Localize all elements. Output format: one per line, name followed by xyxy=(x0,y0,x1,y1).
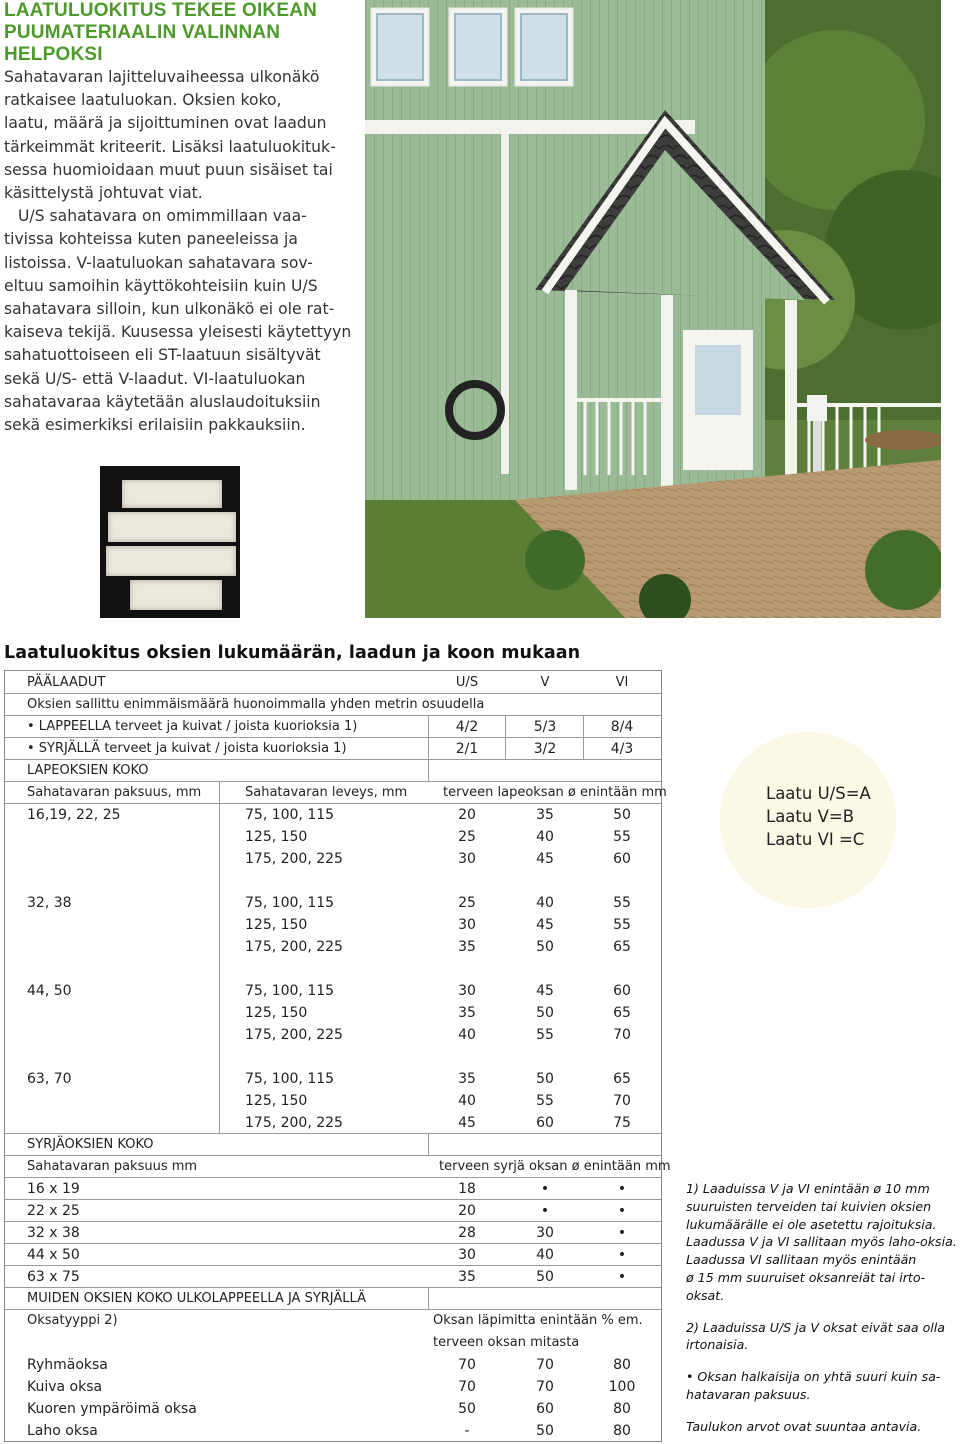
row-width: 175, 200, 225 xyxy=(245,851,343,867)
row-us: 40 xyxy=(458,1027,476,1043)
plank xyxy=(108,512,236,542)
syrja-v: 40 xyxy=(536,1247,554,1263)
row-v: 50 xyxy=(536,1071,554,1087)
text-line: sekä U/S- että V-laadut. VI-laatuluokan xyxy=(4,369,306,388)
knot-v: 50 xyxy=(536,1423,554,1439)
note-line: hatavaran paksuus. xyxy=(686,1386,811,1402)
text-line: laatu, määrä ja sijoittuminen ovat laadun xyxy=(4,114,327,133)
text-line: eltuu samoihin käyttökohteisiin kuin U/S xyxy=(4,276,318,295)
col-rule xyxy=(505,715,506,759)
col-rule xyxy=(583,715,584,759)
knot-type: Laho oksa xyxy=(27,1423,98,1439)
row-width: 175, 200, 225 xyxy=(245,1115,343,1131)
row-v: 35 xyxy=(536,807,554,823)
grade-legend xyxy=(720,732,896,908)
row-us: 35 xyxy=(458,939,476,955)
knot-v: 60 xyxy=(536,1401,554,1417)
row-rule xyxy=(5,715,661,716)
syrja-size: 16 x 19 xyxy=(27,1181,80,1197)
footnote-1 xyxy=(686,1180,960,1305)
row-rule xyxy=(5,1287,661,1288)
row-width: 125, 150 xyxy=(245,917,308,933)
row-rule xyxy=(5,1243,661,1244)
row-vi: 60 xyxy=(613,851,631,867)
group-thickness: 63, 70 xyxy=(27,1071,72,1087)
syrja-vi: • xyxy=(617,1247,627,1263)
row-vi: 70 xyxy=(613,1093,631,1109)
legend-line: Laatu V=B xyxy=(766,807,855,826)
syrjalla-label: • SYRJÄLLÄ terveet ja kuivat / joista kuorioksia 1) xyxy=(27,741,347,756)
header-vi: VI xyxy=(615,675,629,690)
syrja-vi: • xyxy=(617,1269,627,1285)
syrja-col-knot: terveen syrjä oksan ø enintään mm xyxy=(439,1159,671,1174)
text-line: U/S sahatavara on omimmillaan vaa- xyxy=(18,207,307,226)
diameter-note-2: terveen oksan mitasta xyxy=(433,1335,580,1350)
row-vi: 65 xyxy=(613,1071,631,1087)
row-us: 30 xyxy=(458,983,476,999)
heading-line: LAATULUOKITUS TEKEE OIKEAN xyxy=(4,0,318,21)
syrja-us: 30 xyxy=(458,1247,476,1263)
row-us: 45 xyxy=(458,1115,476,1131)
syrja-v: • xyxy=(540,1203,550,1219)
lappeella-label: • LAPPEELLA terveet ja kuivat / joista kuorioksia 1) xyxy=(27,719,358,734)
syrja-us: 20 xyxy=(458,1203,476,1219)
lapeoksien-heading: LAPEOKSIEN KOKO xyxy=(27,763,149,778)
row-width: 175, 200, 225 xyxy=(245,939,343,955)
knot-us: 70 xyxy=(458,1379,476,1395)
row-vi: 65 xyxy=(613,939,631,955)
sawn-planks-photo xyxy=(100,466,240,618)
legend-line: Laatu VI =C xyxy=(766,830,865,849)
text-line: ratkaisee laatuluokan. Oksien koko, xyxy=(4,91,282,110)
plank xyxy=(106,546,236,576)
text-line: listoissa. V-laatuluokan sahatavara sov- xyxy=(4,253,313,272)
row-width: 75, 100, 115 xyxy=(245,895,335,911)
intro-column xyxy=(4,0,354,437)
note-line: suuruisten terveiden tai kuivien oksien xyxy=(686,1198,932,1214)
group-thickness: 44, 50 xyxy=(27,983,72,999)
text-line: sekä esimerkiksi erilaisiin pakkauksiin. xyxy=(4,416,306,435)
syrjalla-us: 2/1 xyxy=(455,741,479,757)
row-vi: 60 xyxy=(613,983,631,999)
row-vi: 50 xyxy=(613,807,631,823)
text-line: sahatavaraa käytetään aluslaudoituksiin xyxy=(4,392,321,411)
allowed-knots-note: Oksien sallittu enimmäismäärä huonoimmalla yhden metrin osuudella xyxy=(27,697,485,712)
lappeella-v: 5/3 xyxy=(533,719,557,735)
row-v: 45 xyxy=(536,983,554,999)
row-us: 20 xyxy=(458,807,476,823)
group-thickness: 16,19, 22, 25 xyxy=(27,807,121,823)
col-rule xyxy=(219,781,220,1133)
row-v: 60 xyxy=(536,1115,554,1131)
syrja-vi: • xyxy=(617,1181,627,1197)
note-line: • Oksan halkaisija on yhtä suuri kuin sa- xyxy=(686,1369,941,1385)
knot-us: 70 xyxy=(458,1357,476,1373)
col-rule xyxy=(428,715,429,759)
heading-line: PUUMATERIAALIN VALINNAN xyxy=(4,22,281,43)
row-vi: 55 xyxy=(613,829,631,845)
group-thickness: 32, 38 xyxy=(27,895,72,911)
row-width: 175, 200, 225 xyxy=(245,1027,343,1043)
row-rule xyxy=(5,1199,661,1200)
knot-type: Kuoren ympäröimä oksa xyxy=(27,1401,197,1417)
row-width: 125, 150 xyxy=(245,1093,308,1109)
knot-type: Kuiva oksa xyxy=(27,1379,103,1395)
knot-vi: 80 xyxy=(613,1401,631,1417)
note-line: ø 15 mm suuruiset oksanreiät tai irto-oksat. xyxy=(686,1269,926,1303)
row-vi: 75 xyxy=(613,1115,631,1131)
syrja-size: 32 x 38 xyxy=(27,1225,80,1241)
syrja-v: 50 xyxy=(536,1269,554,1285)
col-knot-size: terveen lapeoksan ø enintään mm xyxy=(443,785,667,800)
syrja-v: 30 xyxy=(536,1225,554,1241)
row-v: 40 xyxy=(536,829,554,845)
text-line: tärkeimmät kriteerit. Lisäksi laatuluokituk- xyxy=(4,137,336,156)
row-width: 125, 150 xyxy=(245,1005,308,1021)
text-line: käsittelystä johtuvat viat. xyxy=(4,184,203,203)
diameter-note-1: Oksan läpimitta enintään % em. xyxy=(433,1313,643,1328)
row-rule xyxy=(5,781,661,782)
row-rule xyxy=(5,759,661,760)
row-us: 35 xyxy=(458,1005,476,1021)
row-rule xyxy=(5,1265,661,1266)
intro-heading xyxy=(4,0,354,66)
legend-line: Laatu U/S=A xyxy=(766,784,871,803)
knot-v: 70 xyxy=(536,1379,554,1395)
header-v: V xyxy=(540,675,550,690)
syrjaoksien-heading: SYRJÄOKSIEN KOKO xyxy=(27,1137,154,1152)
row-us: 35 xyxy=(458,1071,476,1087)
note-line: Laadussa VI sallitaan myös enintään xyxy=(686,1252,917,1268)
lappeella-us: 4/2 xyxy=(455,719,479,735)
intro-paragraph-2 xyxy=(4,205,354,437)
note-line: Taulukon arvot ovat suuntaa antavia. xyxy=(686,1418,922,1434)
knot-us: 50 xyxy=(458,1401,476,1417)
row-v: 55 xyxy=(536,1027,554,1043)
syrja-us: 35 xyxy=(458,1269,476,1285)
note-line: 1) Laaduissa V ja VI enintään ø 10 mm xyxy=(686,1181,930,1196)
row-us: 30 xyxy=(458,917,476,933)
syrja-vi: • xyxy=(617,1203,627,1219)
col-rule xyxy=(428,759,429,781)
note-line: lukumäärälle ei ole asetettu rajoituksia. xyxy=(686,1216,937,1232)
house-photo xyxy=(365,0,941,618)
row-rule xyxy=(5,1155,661,1156)
note-line: irtonaisia. xyxy=(686,1337,749,1353)
col-rule xyxy=(428,1133,429,1155)
lappeella-vi: 8/4 xyxy=(610,719,634,735)
text-line: tivissa kohteissa kuten paneeleissa ja xyxy=(4,230,298,249)
footnote-2 xyxy=(686,1319,960,1355)
muut-oksat-heading: MUIDEN OKSIEN KOKO ULKOLAPPEELLA JA SYRJÄLLÄ xyxy=(27,1291,366,1306)
row-width: 75, 100, 115 xyxy=(245,1071,335,1087)
knot-type: Ryhmäoksa xyxy=(27,1357,108,1373)
house-illustration xyxy=(365,0,941,618)
row-vi: 55 xyxy=(613,895,631,911)
col-thickness: Sahatavaran paksuus, mm xyxy=(27,785,202,800)
row-us: 40 xyxy=(458,1093,476,1109)
syrja-us: 28 xyxy=(458,1225,476,1241)
row-us: 30 xyxy=(458,851,476,867)
row-rule xyxy=(5,1133,661,1134)
row-vi: 55 xyxy=(613,917,631,933)
footnotes xyxy=(686,1180,960,1444)
row-rule xyxy=(5,1309,661,1310)
syrja-size: 44 x 50 xyxy=(27,1247,80,1263)
footnote-bullet xyxy=(686,1368,960,1404)
row-rule xyxy=(5,737,661,738)
row-width: 125, 150 xyxy=(245,829,308,845)
text-line: sahatuottoiseen eli ST-laatuun sisältyvät xyxy=(4,346,321,365)
row-width: 75, 100, 115 xyxy=(245,983,335,999)
knot-vi: 80 xyxy=(613,1357,631,1373)
row-us: 25 xyxy=(458,895,476,911)
heading-line: HELPOKSI xyxy=(4,44,103,65)
syrja-size: 22 x 25 xyxy=(27,1203,80,1219)
section-title: Laatuluokitus oksien lukumäärän, laadun ja koon mukaan xyxy=(4,643,581,663)
header-us: U/S xyxy=(455,675,479,690)
text-line: sahatavara silloin, kun ulkonäkö ei ole rat- xyxy=(4,300,335,319)
text-line: Sahatavaran lajitteluvaiheessa ulkonäkö xyxy=(4,68,320,86)
syrja-vi: • xyxy=(617,1225,627,1241)
plank xyxy=(122,480,222,508)
syrja-us: 18 xyxy=(458,1181,476,1197)
note-line: 2) Laaduissa U/S ja V oksat eivät saa olla xyxy=(686,1319,945,1335)
row-rule xyxy=(5,693,661,694)
row-us: 25 xyxy=(458,829,476,845)
row-rule xyxy=(5,803,661,804)
knot-vi: 100 xyxy=(608,1379,636,1395)
col-width: Sahatavaran leveys, mm xyxy=(245,785,408,800)
row-v: 45 xyxy=(536,917,554,933)
syrja-size: 63 x 75 xyxy=(27,1269,80,1285)
row-vi: 70 xyxy=(613,1027,631,1043)
col-rule xyxy=(428,1287,429,1309)
knot-us: - xyxy=(464,1423,470,1439)
row-v: 50 xyxy=(536,939,554,955)
oksatyyppi-label: Oksatyyppi 2) xyxy=(27,1313,118,1328)
knot-vi: 80 xyxy=(613,1423,631,1439)
syrja-v: • xyxy=(540,1181,550,1197)
knot-v: 70 xyxy=(536,1357,554,1373)
row-rule xyxy=(5,1221,661,1222)
grading-table xyxy=(4,670,671,1442)
intro-paragraph-1 xyxy=(4,66,354,205)
row-vi: 65 xyxy=(613,1005,631,1021)
syrja-col-thickness: Sahatavaran paksuus mm xyxy=(27,1159,198,1174)
syrjalla-v: 3/2 xyxy=(533,741,557,757)
row-rule xyxy=(5,1177,661,1178)
text-line: kaiseva tekijä. Kuusessa yleisesti käytettyyn xyxy=(4,323,352,342)
syrjalla-vi: 4/3 xyxy=(610,741,634,757)
row-v: 50 xyxy=(536,1005,554,1021)
row-width: 75, 100, 115 xyxy=(245,807,335,823)
footnote-disclaimer xyxy=(686,1418,960,1436)
row-v: 55 xyxy=(536,1093,554,1109)
row-v: 45 xyxy=(536,851,554,867)
text-line: sessa huomioidaan muut puun sisäiset tai xyxy=(4,160,333,179)
row-v: 40 xyxy=(536,895,554,911)
header-paalaadut: PÄÄLAADUT xyxy=(27,675,106,690)
note-line: Laadussa V ja VI sallitaan myös laho-oksia. xyxy=(686,1234,957,1250)
plank xyxy=(130,580,222,610)
